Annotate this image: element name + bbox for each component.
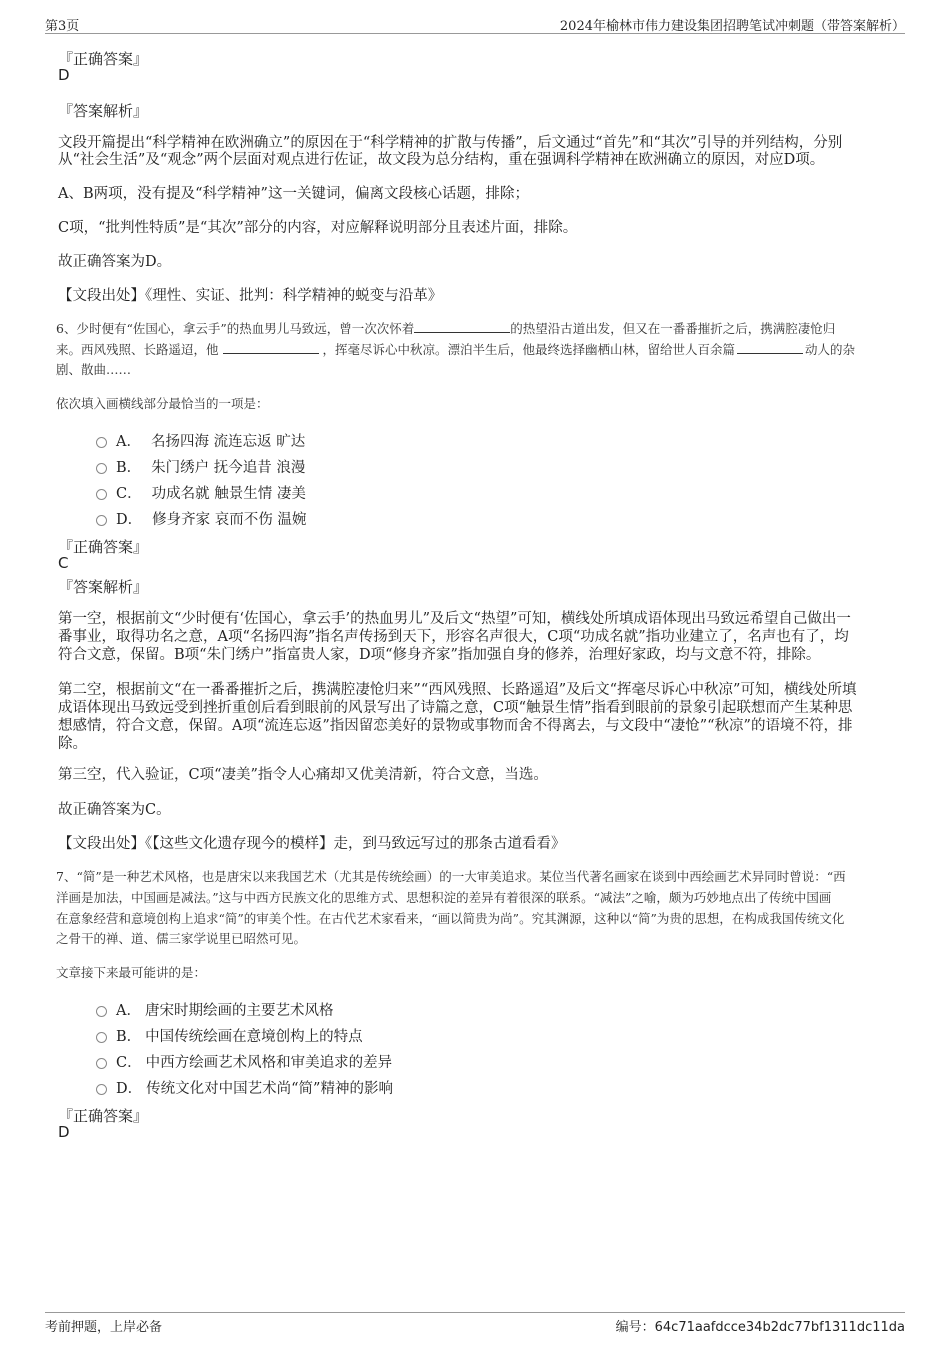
q5-answer-label: 『正确答案』 — [58, 50, 149, 68]
q6-analysis-line: 第一空，根据前文“少时便有‘佐国心，拿云手’的热血男儿”及后文“热望”可知，横线处所填成语体现出马致远希望自己做出一 — [58, 611, 851, 627]
radio-icon[interactable] — [96, 1084, 107, 1095]
q6-option-c[interactable]: C． 功成名就 触景生情 凄美 — [96, 482, 306, 503]
q6-source: 【文段出处】《【这些文化遗存现今的模样】走，到马致远写过的那条古道看看》 — [58, 836, 566, 852]
radio-icon[interactable] — [96, 1058, 107, 1069]
q7-stem-line: 洋画是加法，中国画是减法。”这与中西方民族文化的思维方式、思想积淀的差异有着很深的联系。“减法”之喻，颇为巧妙地点出了传统中国画 — [56, 890, 832, 905]
q7-answer-label: 『正确答案』 — [58, 1107, 149, 1125]
fill-blank — [737, 341, 803, 354]
q7-option-b[interactable]: B． 中国传统绘画在意境创构上的特点 — [96, 1025, 363, 1046]
footer-slogan: 考前押题，上岸必备 — [45, 1320, 163, 1335]
q6-analysis-line: 符合文意，保留。B项“朱门绣户”指富贵人家，D项“修身齐家”指加强自身的修养，治理好家政，均与文意不符，排除。 — [58, 647, 821, 663]
q6-answer: C — [58, 554, 69, 572]
q6-stem-line: 6、少时便有“佐国心，拿云手”的热血男儿马致远，曾一次次怀着 的热望沿古道出发，但又在一番番摧折之后，携满腔凄怆归 — [56, 321, 836, 336]
q6-answer-label: 『正确答案』 — [58, 538, 149, 556]
q6-analysis-line: 第二空，根据前文“在一番番摧折之后，携满腔凄怆归来”“西风残照、长路遥迢”及后文“挥毫尽诉心中秋凉”可知，横线处所填 — [58, 682, 857, 698]
q7-stem-line: 7、“简”是一种艺术风格，也是唐宋以来我国艺术（尤其是传统绘画）的一大审美追求。某位当代著名画家在谈到中西绘画艺术异同时曾说：“西 — [56, 869, 846, 884]
document-code: 编号：64c71aafdcce34b2dc77bf1311dc11da — [615, 1320, 905, 1335]
q7-stem-line: 之骨干的禅、道、儒三家学说里已昭然可见。 — [56, 931, 307, 946]
q7-option-a[interactable]: A． 唐宋时期绘画的主要艺术风格 — [96, 999, 333, 1020]
q6-analysis-line: 番事业，取得功名之意，A项“名扬四海”指名声传扬到天下，形容名声很大，C项“功成名就”指功业建立了，名声也有了，均 — [58, 629, 849, 645]
q6-stem-line: 来。西风残照、长路遥迢，他 ，挥毫尽诉心中秋凉。漂泊半生后，他最终选择幽栖山林，留给世人百余篇 动人的杂 — [56, 342, 856, 357]
q6-option-b[interactable]: B． 朱门绣户 抚今追昔 浪漫 — [96, 456, 305, 477]
q6-option-a[interactable]: A． 名扬四海 流连忘返 旷达 — [96, 430, 305, 451]
q6-analysis-line: 第三空，代入验证，C项“凄美”指令人心痛却又优美清新，符合文意，当选。 — [58, 767, 548, 783]
fill-blank — [414, 320, 510, 333]
q7-stem-line: 在意象经营和意境创构上追求“简”的审美个性。在古代艺术家看来，“画以简贵为尚”。究其渊源，这种以“简”为贵的思想，在构成我国传统文化 — [56, 911, 845, 926]
q6-option-d[interactable]: D． 修身齐家 哀而不伤 温婉 — [96, 508, 306, 529]
radio-icon[interactable] — [96, 1006, 107, 1017]
radio-icon[interactable] — [96, 463, 107, 474]
q5-analysis-label: 『答案解析』 — [58, 102, 149, 120]
page-number: 第3页 — [45, 19, 80, 34]
radio-icon[interactable] — [96, 489, 107, 500]
q6-conclusion: 故正确答案为C。 — [58, 802, 171, 818]
page-header — [45, 13, 905, 34]
q7-answer: D — [58, 1123, 70, 1141]
q5-source: 【文段出处】《理性、实证、批判：科学精神的蜕变与沿革》 — [58, 288, 443, 304]
q7-option-d[interactable]: D． 传统文化对中国艺术尚“简”精神的影响 — [96, 1077, 393, 1098]
q6-analysis-label: 『答案解析』 — [58, 578, 149, 596]
q5-analysis-line: 文段开篇提出“科学精神在欧洲确立”的原因在于“科学精神的扩散与传播”，后文通过“首先”和“其次”引导的并列结构，分别 — [58, 135, 843, 151]
q6-prompt: 依次填入画横线部分最恰当的一项是： — [56, 396, 269, 411]
page-footer — [45, 1312, 905, 1343]
q5-answer: D — [58, 66, 70, 84]
document-title: 2024年榆林市伟力建设集团招聘笔试冲刺题（带答案解析） — [559, 19, 905, 34]
q5-conclusion: 故正确答案为D。 — [58, 254, 172, 270]
q5-analysis-line: 从“社会生活”及“观念”两个层面对观点进行佐证，故文段为总分结构，重在强调科学精神在欧洲确立的原因，对应D项。 — [58, 152, 825, 168]
radio-icon[interactable] — [96, 515, 107, 526]
q6-stem-line: 剧、散曲…… — [56, 362, 132, 377]
q7-option-c[interactable]: C． 中西方绘画艺术风格和审美追求的差异 — [96, 1051, 392, 1072]
q5-analysis-line: C项，“批判性特质”是“其次”部分的内容，对应解释说明部分且表述片面，排除。 — [58, 220, 578, 236]
q6-analysis-line: 成语体现出马致远受到挫折重创后看到眼前的风景写出了诗篇之意，C项“触景生情”指看到眼前的景象引起联想而产生某种思 — [58, 700, 853, 716]
radio-icon[interactable] — [96, 1032, 107, 1043]
q6-analysis-line: 想感情，符合文意，保留。A项“流连忘返”指因留恋美好的景物或事物而舍不得离去，与文段中“凄怆”“秋凉”的语境不符，排 — [58, 718, 853, 734]
fill-blank — [223, 341, 319, 354]
q7-prompt: 文章接下来最可能讲的是： — [56, 965, 207, 980]
radio-icon[interactable] — [96, 437, 107, 448]
q6-analysis-line: 除。 — [58, 736, 87, 752]
q5-analysis-line: A、B两项，没有提及“科学精神”这一关键词，偏离文段核心话题，排除； — [58, 186, 529, 202]
